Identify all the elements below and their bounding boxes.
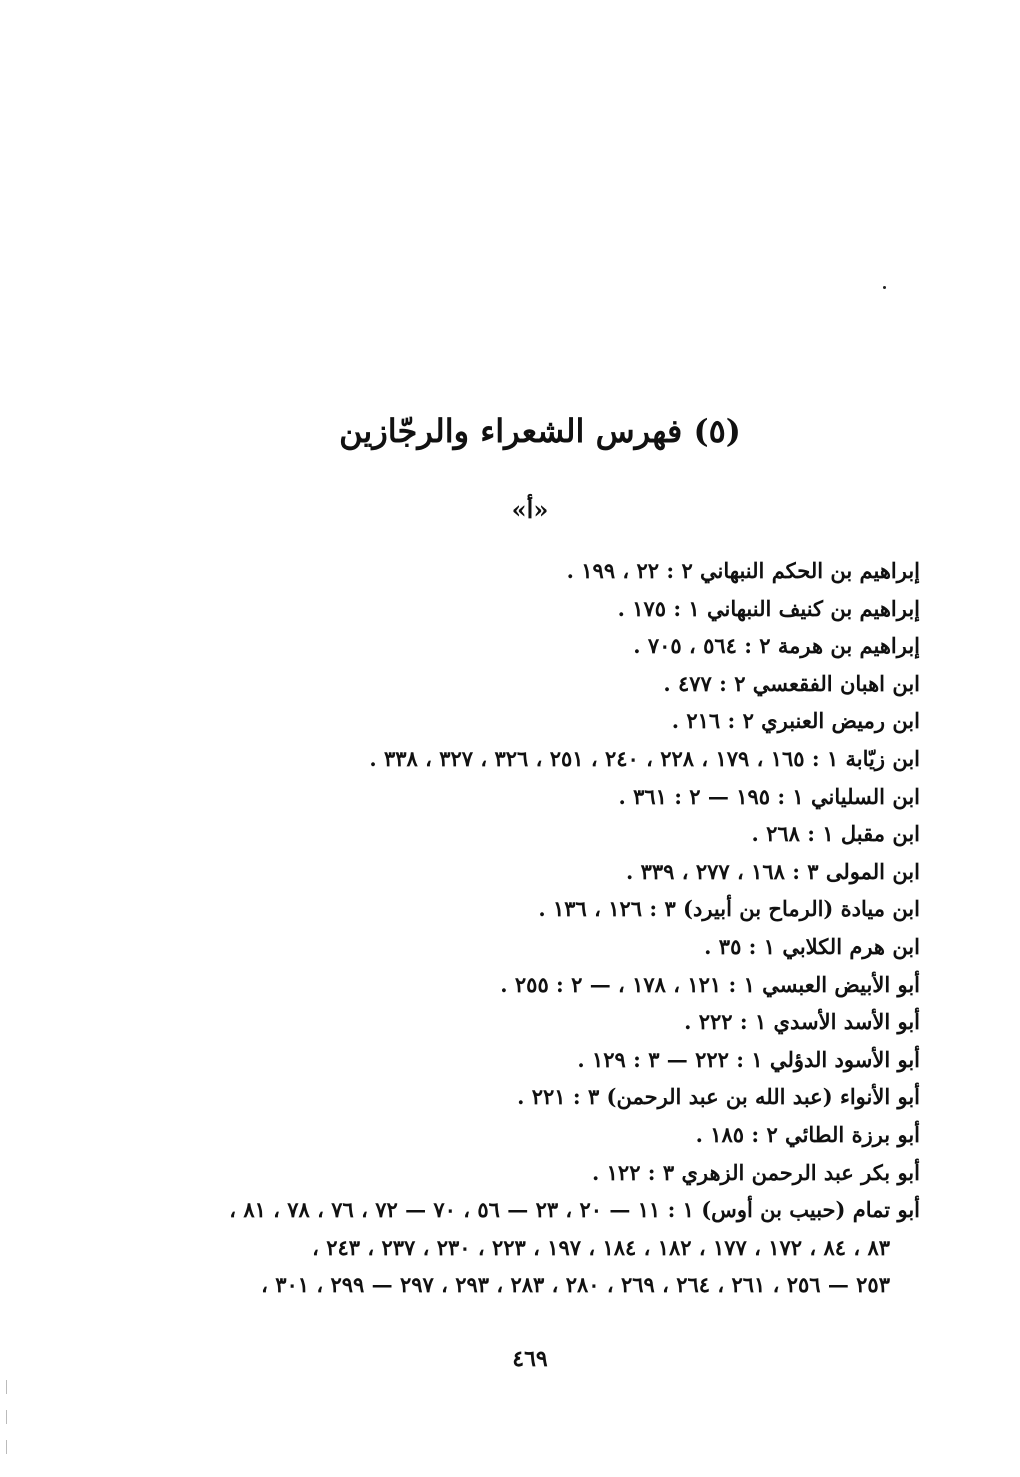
page-title: (٥) فهرس الشعراء والرجّازين <box>339 412 741 450</box>
index-entry: ابن زيّابة ١ : ١٦٥ ، ١٧٩ ، ٢٢٨ ، ٢٤٠ ، ٢٥١ ، ٣٢٦ ، ٣٢٧ ، ٣٣٨ . <box>369 745 920 771</box>
index-entry: ابن هرم الكلابي ١ : ٣٥ . <box>704 933 920 959</box>
index-entry: أبو الأسود الدؤلي ١ : ٢٢٢ — ٣ : ١٢٩ . <box>577 1046 920 1072</box>
index-entry: أبو الأبيض العبسي ١ : ١٢١ ، ١٧٨ ، — ٢ : ٢٥٥ . <box>500 971 920 997</box>
index-entry: أبو الأسد الأسدي ١ : ٢٢٢ . <box>684 1009 920 1035</box>
index-entry: أبو الأنواء (عبد الله بن عبد الرحمن) ٣ : ٢٢١ . <box>517 1084 920 1110</box>
section-letter-heading: «أ» <box>511 495 549 524</box>
index-entry: ابن رميض العنبري ٢ : ٢١٦ . <box>671 708 920 734</box>
index-entry: أبو تمام (حبيب بن أوس) ١ : ١١ — ٢٠ ، ٢٣ — ٥٦ ، ٧٠ — ٧٢ ، ٧٦ ، ٧٨ ، ٨١ ، <box>229 1197 920 1223</box>
margin-tick <box>6 1410 7 1424</box>
index-entry: ابن اهبان الفقعسي ٢ : ٤٧٧ . <box>663 670 920 696</box>
index-entry-continuation: ٢٥٣ — ٢٥٦ ، ٢٦١ ، ٢٦٤ ، ٢٦٩ ، ٢٨٠ ، ٢٨٣ ، ٢٩٣ ، ٢٩٧ — ٢٩٩ ، ٣٠١ ، <box>261 1272 890 1298</box>
page-number: ٤٦٩ <box>512 1346 548 1372</box>
index-entry: ابن ميادة (الرماح بن أبيرد) ٣ : ١٢٦ ، ١٣٦ . <box>538 896 920 922</box>
index-entry: ابن المولى ٣ : ١٦٨ ، ٢٧٧ ، ٣٣٩ . <box>625 858 920 884</box>
index-entry: ابن مقبل ١ : ٢٦٨ . <box>751 821 920 847</box>
index-entry: ابن السلياني ١ : ١٩٥ — ٢ : ٣٦١ . <box>618 783 920 809</box>
margin-tick <box>6 1380 7 1394</box>
margin-tick <box>6 1440 7 1454</box>
index-entry-continuation: ٨٣ ، ٨٤ ، ١٧٢ ، ١٧٧ ، ١٨٢ ، ١٨٤ ، ١٩٧ ، ٢٢٣ ، ٢٣٠ ، ٢٣٧ ، ٢٤٣ ، <box>312 1234 890 1260</box>
index-entry: إبراهيم بن كنيف النبهاني ١ : ١٧٥ . <box>617 595 920 621</box>
index-entry: إبراهيم بن هرمة ٢ : ٥٦٤ ، ٧٠٥ . <box>633 633 920 659</box>
print-speck <box>883 286 886 289</box>
poets-index-list <box>140 552 920 1304</box>
index-entry: أبو بكر عبد الرحمن الزهري ٣ : ١٢٢ . <box>592 1159 920 1185</box>
index-entry: أبو برزة الطائي ٢ : ١٨٥ . <box>695 1121 920 1147</box>
index-entry: إبراهيم بن الحكم النبهاني ٢ : ٢٢ ، ١٩٩ . <box>566 558 920 583</box>
